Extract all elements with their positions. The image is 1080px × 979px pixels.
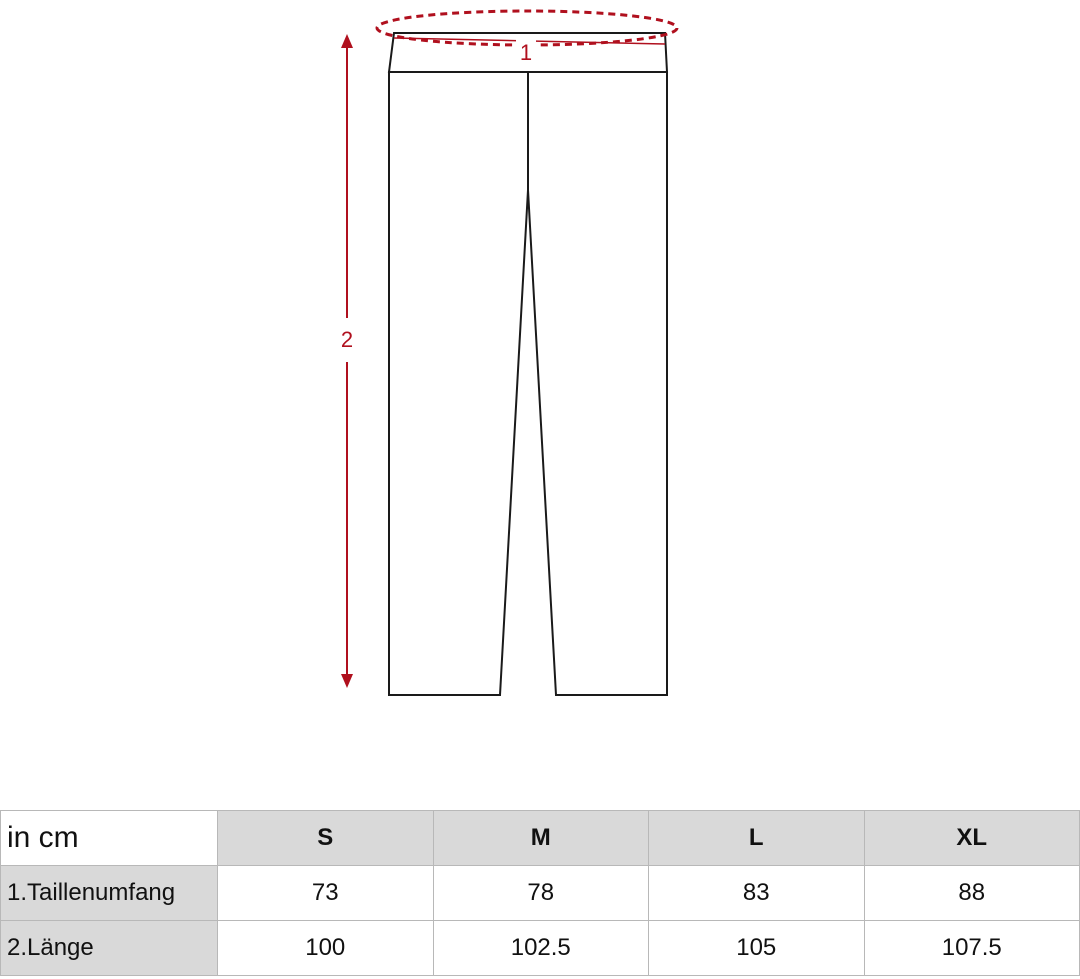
table-cell: 83 xyxy=(649,866,865,921)
table-cell: 100 xyxy=(218,921,434,976)
length-arrow-down xyxy=(341,674,353,688)
size-header: XL xyxy=(864,811,1080,866)
table-header-row xyxy=(1,811,1080,866)
table-cell: 78 xyxy=(433,866,649,921)
table-cell: 107.5 xyxy=(864,921,1080,976)
pants-outline xyxy=(389,33,667,695)
size-header: M xyxy=(433,811,649,866)
size-header: S xyxy=(218,811,434,866)
table-cell: 88 xyxy=(864,866,1080,921)
table-cell: 102.5 xyxy=(433,921,649,976)
size-header: L xyxy=(649,811,865,866)
waist-measure-label: 1 xyxy=(519,40,533,65)
row-label: 2.Länge xyxy=(1,921,218,976)
size-table xyxy=(0,810,1080,976)
table-row xyxy=(1,921,1080,976)
row-label: 1.Taillenumfang xyxy=(1,866,218,921)
table-row xyxy=(1,866,1080,921)
unit-label: in cm xyxy=(1,811,218,866)
length-arrow-up xyxy=(341,34,353,48)
length-measure-label: 2 xyxy=(340,327,354,352)
table-cell: 105 xyxy=(649,921,865,976)
table-cell: 73 xyxy=(218,866,434,921)
